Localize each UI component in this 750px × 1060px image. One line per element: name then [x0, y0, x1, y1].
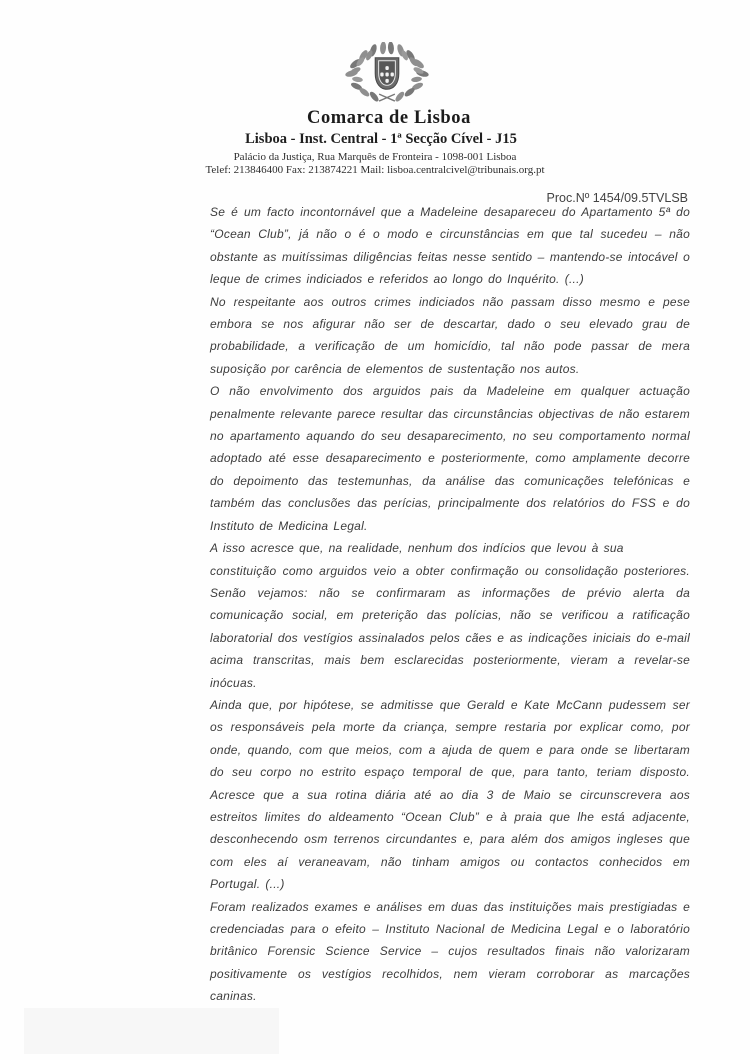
- body-paragraph: [210, 1008, 690, 1030]
- body-paragraph: Ainda que, por hipótese, se admitisse que Gerald e Kate McCann pudessem ser os responsáveis pela morte da criança, sempre restaria por explicar como, por onde, quando, com que meios, com a ajuda de quem e para onde se libertaram do seu corpo no estrito espaço temporal de que, para tanto, teriam disposto. Acresce que a sua rotina diária até ao dia 3 de Maio se circunscrevera aos estreitos limites do aldeamento “Ocean Club” e à praia que lhe está adjacente, desconhecendo osm terrenos circundantes e, para além dos amigos ingleses que com eles aí veraneavam, não tinham amigos ou contactos conhecidos em Portugal. (...): [210, 697, 690, 892]
- letterhead: [0, 0, 750, 176]
- body-paragraph: No respeitante aos outros crimes indiciados não passam disso mesmo e pese embora se nos afigurar não ser de descartar, dado o seu elevado grau de probabilidade, a verificação de um homicídio, tal não pode passar de mera suposição por carência de elementos de sustentação nos autos.: [210, 294, 690, 376]
- body-paragraph: O não envolvimento dos arguidos pais da Madeleine em qualquer actuação penalmente relevante parece resultar das circunstâncias objectivas de não estarem no apartamento aquando do seu desaparecimento, no seu comportamento normal adoptado até esse desaparecimento e posteriormente, como amplamente decorre do depoimento das testemunhas, da análise das comunicações telefónicas e também das conclusões das perícias, principalmente dos relatórios do FSS e do Instituto de Medicina Legal.: [210, 384, 690, 533]
- court-name: Comarca de Lisboa: [306, 108, 472, 128]
- court-contact: Telef: 213846400 Fax: 213874221 Mail: lisboa.centralcivel@tribunais.org.pt: [205, 164, 545, 176]
- body-paragraph: Foram realizados exames e análises em duas das instituições mais prestigiadas e credenciadas para o efeito – Instituto Nacional de Medicina Legal e o laboratório britânico Forensic Science Service – cujos resultados finais não valorizaram positivamente os vestígios recolhidos, nem vieram corroborar as marcações caninas.: [210, 899, 690, 1004]
- court-address: Palácio da Justiça, Rua Marquês de Fronteira - 1098-001 Lisboa: [233, 151, 517, 163]
- portugal-coat-of-arms-icon: [342, 42, 432, 105]
- court-section: Lisboa - Inst. Central - 1ª Secção Cível - J15: [245, 131, 517, 147]
- body-paragraph: A isso acresce que, na realidade, nenhum dos indícios que levou à sua: [210, 541, 624, 556]
- scan-artifact: [24, 1008, 279, 1054]
- process-number: Proc.Nº 1454/09.5TVLSB: [546, 191, 688, 205]
- body-paragraph: Se é um facto incontornável que a Madeleine desapareceu do Apartamento 5ª do “Ocean Club”, já não o é o modo e circunstâncias em que tal sucedeu – não obstante as muitíssimas diligências feitas nesse sentido – mantendo-se intocável o leque de crimes indiciados e referidos ao longo do Inquérito. (...): [210, 205, 690, 287]
- document-body: [210, 201, 690, 1030]
- body-paragraph: constituição como arguidos veio a obter confirmação ou consolidação posteriores. Senão vejamos: não se confirmaram as informações de prévio alerta da comunicação social, em preterição das polícias, não se verificou a ratificação laboratorial dos vestígios assinalados pelos cães e as indicações iniciais do e-mail acima transcritas, mais bem esclarecidas posteriormente, vieram a revelar-se inócuas.: [210, 563, 690, 690]
